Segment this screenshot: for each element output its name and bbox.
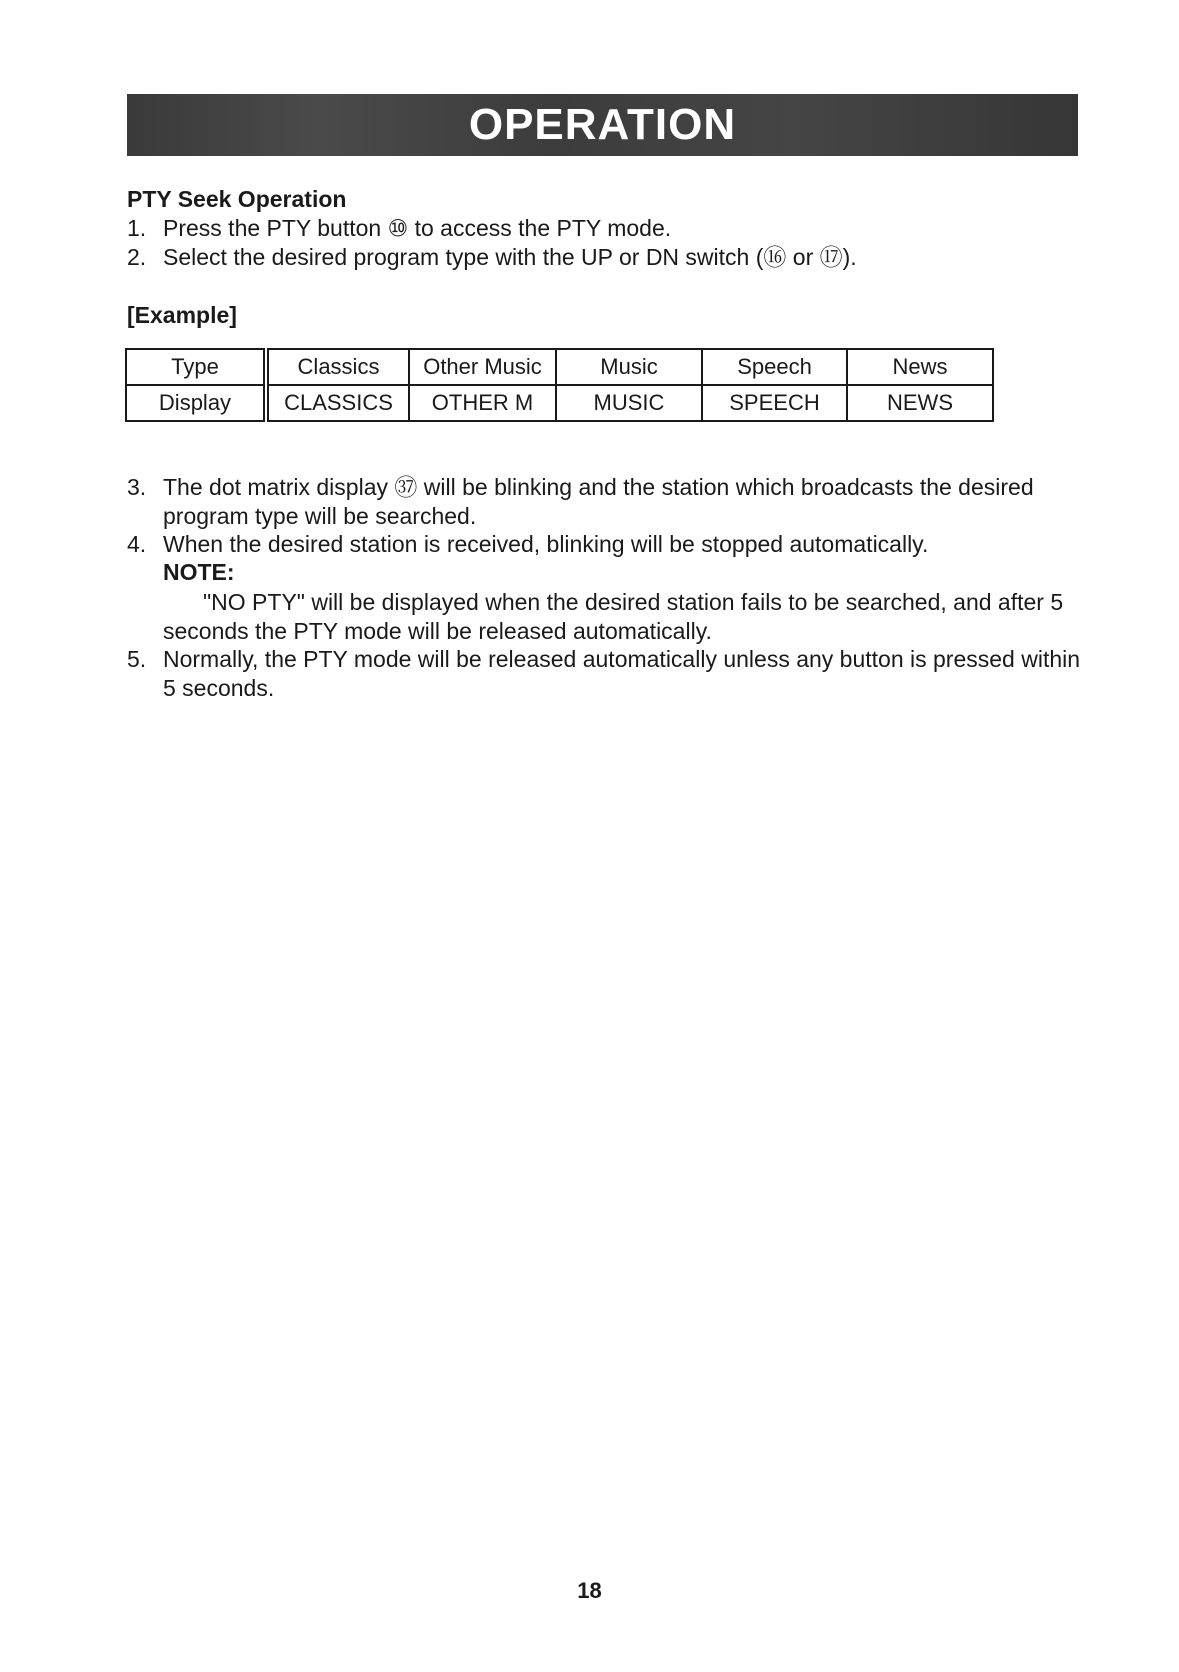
step-number: 4.	[127, 531, 147, 557]
table-cell: NEWS	[847, 385, 993, 421]
example-table	[125, 348, 994, 422]
list-item-step-4	[127, 530, 1087, 559]
table-cell: Music	[556, 349, 702, 385]
example-label: [Example]	[127, 302, 237, 328]
table-cell: Other Music	[409, 349, 556, 385]
list-item-step-1	[127, 214, 1087, 243]
table-row-display	[126, 385, 993, 421]
table-cell: News	[847, 349, 993, 385]
table-cell: Classics	[266, 349, 409, 385]
table-cell: SPEECH	[702, 385, 847, 421]
note-label: NOTE:	[163, 559, 235, 585]
section-title: PTY Seek Operation	[127, 186, 347, 212]
step-text: Normally, the PTY mode will be released automatically unless any button is pressed within 5 seconds.	[163, 646, 1081, 701]
table-cell: CLASSICS	[266, 385, 409, 421]
step-number: 5.	[127, 646, 147, 672]
table-cell: OTHER M	[409, 385, 556, 421]
table-row-type	[126, 349, 993, 385]
table-row-header: Type	[126, 349, 266, 385]
table-cell: MUSIC	[556, 385, 702, 421]
step-text: The dot matrix display ㊲ will be blinking and the station which broadcasts the desired program type will be searched.	[163, 474, 1034, 529]
page-title: OPERATION	[468, 100, 737, 149]
step-text: Select the desired program type with the UP or DN switch (⑯ or ⑰).	[163, 244, 857, 270]
step-number: 1.	[127, 215, 147, 241]
table-row-header: Display	[126, 385, 266, 421]
step-number: 2.	[127, 244, 147, 270]
list-item-step-5	[127, 645, 1087, 703]
step-text: When the desired station is received, blinking will be stopped automatically.	[163, 531, 929, 557]
step-number: 3.	[127, 474, 147, 500]
step-text: Press the PTY button ⑩ to access the PTY mode.	[163, 215, 672, 241]
table-cell: Speech	[702, 349, 847, 385]
page-number: 18	[577, 1578, 602, 1603]
list-item-step-2	[127, 243, 1087, 272]
list-item-step-3	[127, 473, 1087, 531]
note-text: "NO PTY" will be displayed when the desired station fails to be searched, and after 5 seconds the PTY mode will be released automatically.	[163, 589, 1064, 644]
operation-header-banner	[127, 94, 1078, 156]
